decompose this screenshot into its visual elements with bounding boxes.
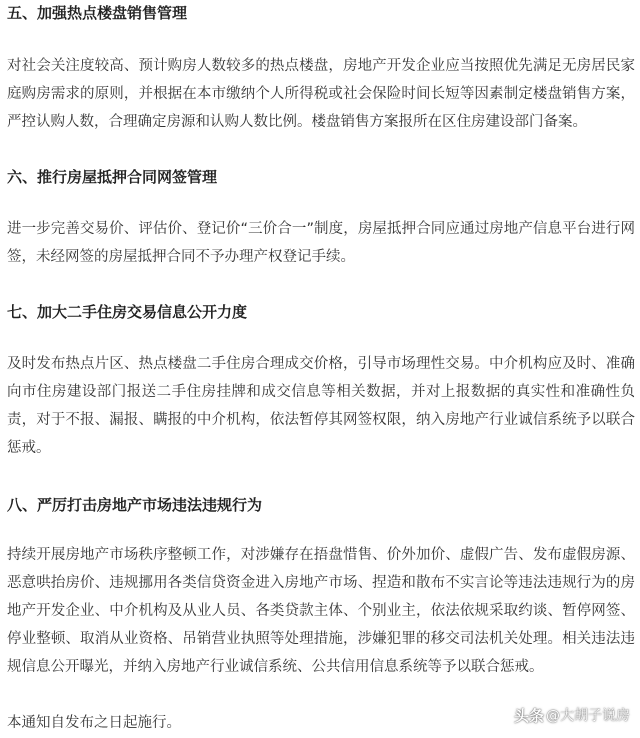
section-heading-8: 八、严厉打击房地产市场违法违规行为 <box>7 496 263 514</box>
section-paragraph-5 <box>7 52 635 136</box>
paragraph-line: 进一步完善交易价、评估价、登记价“三价合一”制度，房屋抵押合同应通过房地产信息平台进行网 <box>7 221 635 237</box>
paragraph-line: 持续开展房地产市场秩序整顿工作，对涉嫌存在捂盘惜售、价外加价、虚假广告、发布虚假房源、 <box>7 547 635 563</box>
section-heading-5: 五、加强热点楼盘销售管理 <box>7 4 188 22</box>
section-paragraph-7 <box>7 350 635 462</box>
section-heading-7: 七、加大二手住房交易信息公开力度 <box>7 303 248 321</box>
paragraph-line: 惩戒。 <box>7 440 51 456</box>
paragraph-line: 恶意哄抬房价、违规挪用各类信贷资金进入房地产市场、捏造和散布不实言论等违法违规行为的房 <box>7 575 635 591</box>
section-paragraph-8 <box>7 541 635 681</box>
paragraph-line: 向市住房建设部门报送二手住房挂牌和成交信息等相关数据，并对上报数据的真实性和准确性负 <box>7 384 635 400</box>
paragraph-line: 及时发布热点片区、热点楼盘二手住房合理成交价格，引导市场理性交易。中介机构应及时、准确 <box>7 356 635 372</box>
section-paragraph-6 <box>7 215 635 271</box>
source-watermark <box>514 700 630 730</box>
paragraph-line: 规信息公开曝光，并纳入房地产行业诚信系统、公共信用信息系统等予以联合惩戒。 <box>7 659 544 675</box>
watermark-handle: @大胡子说房 <box>546 708 630 724</box>
paragraph-line: 对社会关注度较高、预计购房人数较多的热点楼盘，房地产开发企业应当按照优先满足无房居民家 <box>7 58 635 74</box>
effective-date-notice: 本通知自发布之日起施行。 <box>7 715 181 731</box>
paragraph-line: 地产开发企业、中介机构及从业人员、各类贷款主体、个别业主，依法依规采取约谈、暂停网签、 <box>7 603 635 619</box>
section-heading-6: 六、推行房屋抵押合同网签管理 <box>7 168 218 186</box>
paragraph-line: 责，对于不报、漏报、瞒报的中介机构，依法暂停其网签权限，纳入房地产行业诚信系统予以联合 <box>7 412 635 428</box>
watermark-brand: 头条 <box>513 706 544 725</box>
paragraph-line: 庭购房需求的原则，并根据在本市缴纳个人所得税或社会保险时间长短等因素制定楼盘销售方案， <box>7 86 635 102</box>
paragraph-line: 签，未经网签的房屋抵押合同不予办理产权登记手续。 <box>7 249 355 265</box>
paragraph-line: 严控认购人数，合理确定房源和认购人数比例。楼盘销售方案报所在区住房建设部门备案。 <box>7 114 587 130</box>
paragraph-line: 停业整顿、取消从业资格、吊销营业执照等处理措施，涉嫌犯罪的移交司法机关处理。相关违法违 <box>7 631 635 647</box>
